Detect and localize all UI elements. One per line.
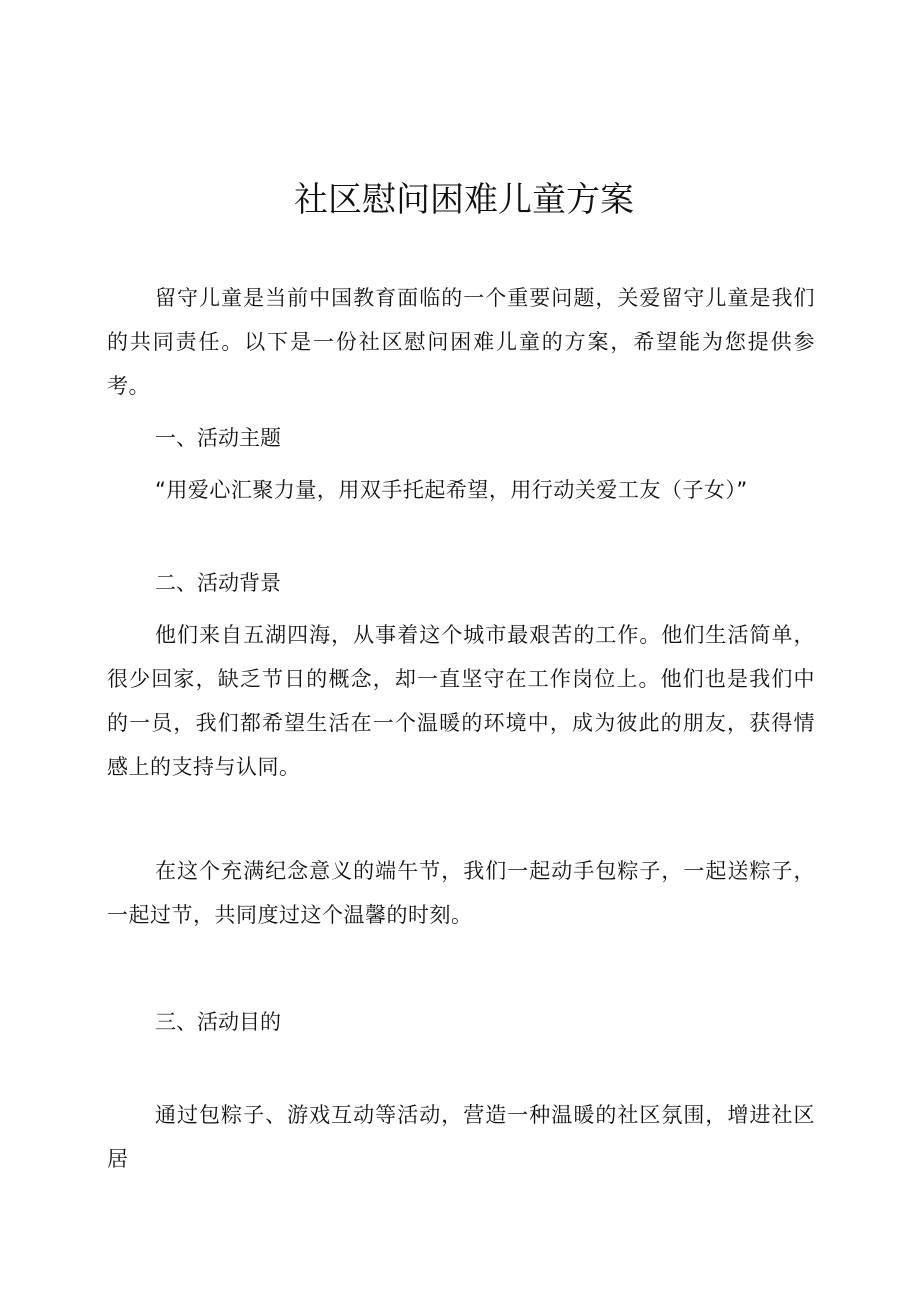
- section-heading-background: 二、活动背景: [155, 571, 281, 595]
- theme-slogan: “用爱心汇聚力量，用双手托起希望，用行动关爱工友（子女）”: [155, 478, 748, 502]
- background-paragraph-2: 在这个充满纪念意义的端午节，我们一起动手包粽子，一起送粽子，一起过节，共同度过这个温馨的时刻。: [107, 859, 815, 927]
- intro-paragraph: 留守儿童是当前中国教育面临的一个重要问题，关爱留守儿童是我们的共同责任。以下是一份社区慰问困难儿童的方案，希望能为您提供参考。: [107, 286, 815, 398]
- purpose-paragraph: 通过包粽子、游戏互动等活动，营造一种温暖的社区氛围，增进社区居: [107, 1103, 815, 1171]
- section-heading-purpose: 三、活动目的: [155, 1010, 281, 1034]
- section-heading-theme: 一、活动主题: [155, 426, 281, 450]
- document-title: 社区慰问困难儿童方案: [294, 180, 634, 220]
- background-paragraph-1: 他们来自五湖四海，从事着这个城市最艰苦的工作。他们生活简单，很少回家，缺乏节日的概念，却一直坚守在工作岗位上。他们也是我们中的一员，我们都希望生活在一个温暖的环境中，成为彼此的朋友，获得情感上的支持与认同。: [107, 623, 815, 779]
